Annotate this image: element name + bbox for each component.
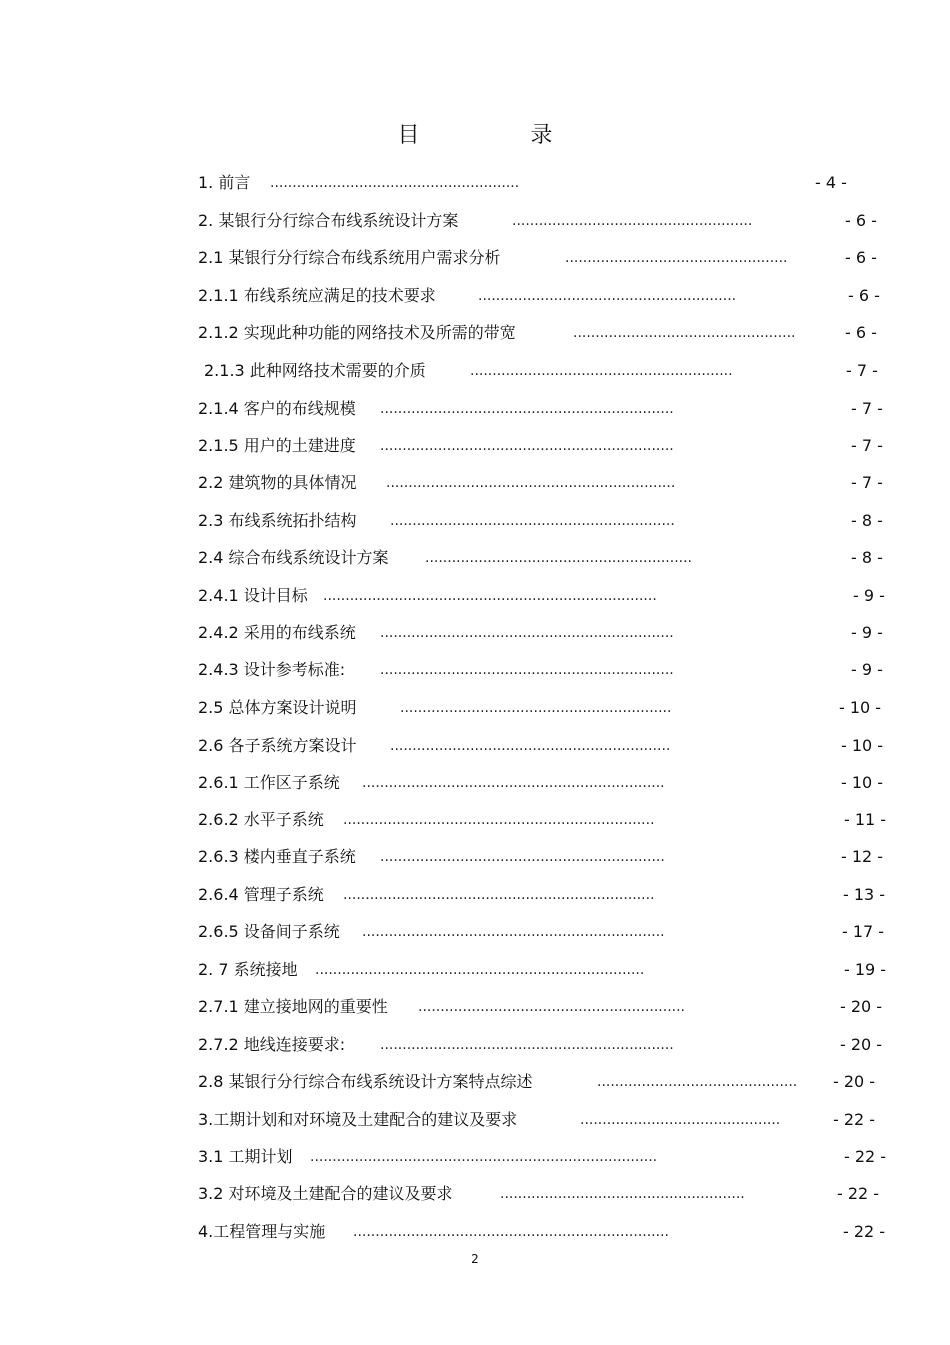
toc-entry[interactable] — [0, 995, 950, 1019]
toc-entry-leader-dots: ............................................................ — [418, 999, 686, 1015]
toc-entry[interactable] — [0, 845, 950, 869]
toc-entry[interactable] — [0, 284, 950, 308]
toc-entry-leader-dots: ...................................................................... — [343, 812, 655, 828]
toc-entry-leader-dots: ...................................................... — [512, 213, 753, 229]
toc-entry[interactable] — [0, 734, 950, 758]
toc-entry-page: - 9 - — [851, 623, 883, 642]
toc-entry-page: - 9 - — [853, 586, 885, 605]
toc-entry-label: 1. 前言 — [198, 173, 251, 192]
toc-entry[interactable] — [0, 771, 950, 795]
toc-entry-leader-dots: .................................................................. — [380, 662, 674, 678]
toc-entry-label: 2.6 各子系统方案设计 — [198, 736, 357, 755]
toc-entry-leader-dots: ...................................................................... — [343, 887, 655, 903]
toc-entry-page: - 10 - — [839, 698, 882, 717]
toc-entry-label: 2.6.1 工作区子系统 — [198, 773, 340, 792]
toc-entry[interactable] — [0, 920, 950, 944]
toc-entry-page: - 9 - — [851, 660, 883, 679]
toc-entry-label: 2.1.3 此种网络技术需要的介质 — [204, 361, 426, 380]
toc-entry-leader-dots: .................................................. — [565, 250, 788, 266]
toc-entry-page: - 20 - — [840, 1035, 883, 1054]
toc-entry-leader-dots: ................................................................. — [386, 475, 676, 491]
toc-entry[interactable] — [0, 546, 950, 570]
toc-entry[interactable] — [0, 1182, 950, 1206]
toc-entry[interactable] — [0, 621, 950, 645]
toc-entry-label: 2. 某银行分行综合布线系统设计方案 — [198, 211, 459, 230]
toc-entry-label: 2.6.2 水平子系统 — [198, 810, 324, 829]
toc-entry-leader-dots: .................................................. — [573, 325, 796, 341]
toc-entry-label: 2.4 综合布线系统设计方案 — [198, 548, 389, 567]
toc-entry-leader-dots: .............................................................................. — [310, 1149, 658, 1165]
toc-entry[interactable] — [0, 808, 950, 832]
toc-entry[interactable] — [0, 397, 950, 421]
toc-entry[interactable] — [0, 471, 950, 495]
toc-entry-leader-dots: ................................................................ — [390, 513, 675, 529]
toc-entry-leader-dots: ............................................. — [580, 1112, 781, 1128]
toc-title: 目 录 — [397, 123, 605, 148]
toc-entry[interactable] — [0, 658, 950, 682]
toc-entry-label: 2.1.5 用户的土建进度 — [198, 436, 356, 455]
toc-entry[interactable] — [0, 509, 950, 533]
toc-entry-page: - 22 - — [833, 1110, 876, 1129]
toc-entry[interactable] — [0, 359, 950, 383]
toc-entry[interactable] — [0, 1108, 950, 1132]
toc-entry[interactable] — [0, 958, 950, 982]
toc-entry-leader-dots: .................................................................. — [380, 1037, 674, 1053]
page-number: 2 — [471, 1252, 479, 1266]
toc-entry-leader-dots: ................................................................ — [380, 849, 665, 865]
toc-entry-page: - 12 - — [841, 847, 884, 866]
toc-entry-label: 4.工程管理与实施 — [198, 1222, 326, 1241]
toc-entry-label: 2.4.2 采用的布线系统 — [198, 623, 356, 642]
toc-entry-page: - 10 - — [841, 736, 884, 755]
toc-entry-label: 2.6.3 楼内垂直子系统 — [198, 847, 356, 866]
toc-entry-label: 2.1.4 客户的布线规模 — [198, 399, 356, 418]
toc-entry-label: 2.2 建筑物的具体情况 — [198, 473, 357, 492]
toc-entry-label: 2.1.1 布线系统应满足的技术要求 — [198, 286, 436, 305]
toc-entry-leader-dots: ....................................................................... — [353, 1224, 669, 1240]
toc-entry-page: - 22 - — [837, 1184, 880, 1203]
toc-entry-leader-dots: ............................................. — [597, 1074, 798, 1090]
toc-entry-leader-dots: ....................................................... — [500, 1186, 745, 1202]
toc-entry[interactable] — [0, 1145, 950, 1169]
toc-entry-leader-dots: .................................................................... — [362, 924, 665, 940]
toc-entry-label: 3.1 工期计划 — [198, 1147, 293, 1166]
toc-entry-leader-dots: .................................................................... — [362, 775, 665, 791]
toc-entry-label: 2.4.1 设计目标 — [198, 586, 308, 605]
toc-entry-leader-dots: .................................................................. — [380, 625, 674, 641]
toc-entry-page: - 6 - — [845, 323, 877, 342]
toc-entry[interactable] — [0, 321, 950, 345]
toc-entry-page: - 22 - — [844, 1147, 887, 1166]
toc-entry-page: - 7 - — [851, 399, 883, 418]
toc-entry-page: - 20 - — [833, 1072, 876, 1091]
toc-entry-page: - 8 - — [851, 511, 883, 530]
toc-entry[interactable] — [0, 883, 950, 907]
toc-entry-label: 3.工期计划和对环境及土建配合的建议及要求 — [198, 1110, 518, 1129]
toc-entry[interactable] — [0, 1220, 950, 1244]
toc-entry-leader-dots: ............................................................... — [390, 738, 671, 754]
toc-entry-page: - 6 - — [845, 248, 877, 267]
toc-entry-page: - 4 - — [815, 173, 847, 192]
toc-entry[interactable] — [0, 246, 950, 270]
toc-entry[interactable] — [0, 696, 950, 720]
toc-entry-label: 2.5 总体方案设计说明 — [198, 698, 357, 717]
toc-entry-page: - 19 - — [844, 960, 887, 979]
toc-entry-label: 3.2 对环境及土建配合的建议及要求 — [198, 1184, 453, 1203]
toc-entry-page: - 22 - — [843, 1222, 886, 1241]
toc-entry-label: 2.7.2 地线连接要求: — [198, 1035, 346, 1054]
toc-entry-page: - 13 - — [843, 885, 886, 904]
toc-entry-leader-dots: .................................................................. — [380, 438, 674, 454]
toc-entry-page: - 17 - — [842, 922, 885, 941]
toc-entry-leader-dots: .................................................................. — [380, 401, 674, 417]
toc-entry-page: - 20 - — [840, 997, 883, 1016]
toc-entry-page: - 7 - — [851, 436, 883, 455]
toc-entry[interactable] — [0, 171, 950, 195]
toc-entry-label: 2.6.4 管理子系统 — [198, 885, 324, 904]
toc-entry-leader-dots: ........................................................... — [470, 363, 733, 379]
toc-entry[interactable] — [0, 434, 950, 458]
toc-entry-page: - 10 - — [841, 773, 884, 792]
toc-entry-leader-dots: .......................................................... — [478, 288, 737, 304]
toc-entry-leader-dots: .......................................................................... — [315, 962, 645, 978]
toc-entry-leader-dots: ............................................................ — [425, 550, 693, 566]
toc-entry-page: - 6 - — [848, 286, 880, 305]
toc-entry[interactable] — [0, 1070, 950, 1094]
toc-entry-page: - 6 - — [845, 211, 877, 230]
toc-entry[interactable] — [0, 1033, 950, 1057]
toc-entry-label: 2.7.1 建立接地网的重要性 — [198, 997, 388, 1016]
toc-entry-label: 2.8 某银行分行综合布线系统设计方案特点综述 — [198, 1072, 533, 1091]
toc-entry-page: - 11 - — [844, 810, 887, 829]
toc-entry-label: 2.1.2 实现此种功能的网络技术及所需的带宽 — [198, 323, 516, 342]
toc-entry-page: - 7 - — [846, 361, 878, 380]
toc-entry-label: 2. 7 系统接地 — [198, 960, 298, 979]
toc-entry-label: 2.4.3 设计参考标准: — [198, 660, 346, 679]
toc-entry-label: 2.6.5 设备间子系统 — [198, 922, 340, 941]
toc-entry-page: - 8 - — [851, 548, 883, 567]
toc-entry[interactable] — [0, 584, 950, 608]
toc-entry[interactable] — [0, 209, 950, 233]
toc-entry-leader-dots: ........................................................ — [270, 175, 520, 191]
toc-entry-label: 2.3 布线系统拓扑结构 — [198, 511, 357, 530]
toc-entry-leader-dots: ........................................................................... — [323, 588, 657, 604]
toc-entry-page: - 7 - — [851, 473, 883, 492]
toc-entry-leader-dots: ............................................................. — [400, 700, 672, 716]
toc-entry-label: 2.1 某银行分行综合布线系统用户需求分析 — [198, 248, 501, 267]
